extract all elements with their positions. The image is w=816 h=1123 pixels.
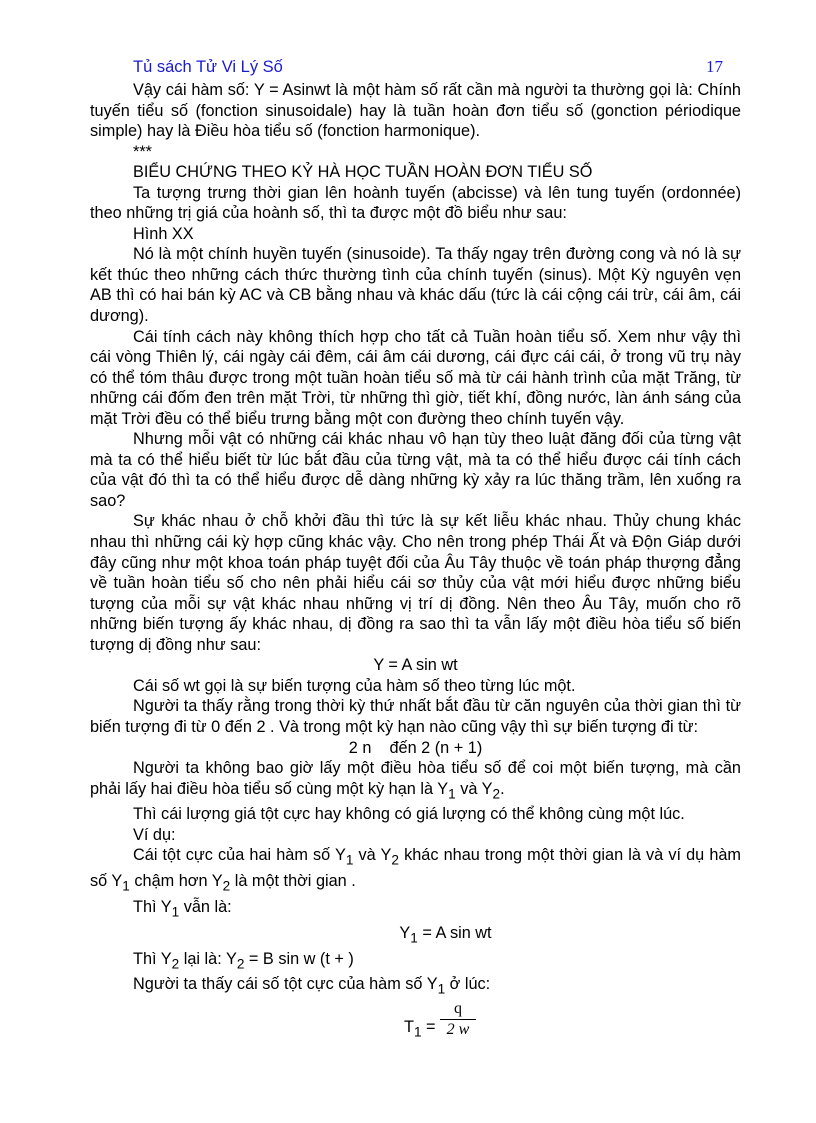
paragraph-10: Thì cái lượng giá tột cực hay không có giá lượng có thể không cùng một lúc. xyxy=(133,805,685,824)
equation-1: Y = A sin wt xyxy=(373,656,458,675)
equation-3: $Y_1 = A$ sin wt xyxy=(399,923,492,946)
paragraph-7: Cái số wt gọi là sự biến tượng của hàm số theo từng lúc một. xyxy=(133,676,576,695)
page-number: 17 xyxy=(706,57,723,76)
fraction-numerator: q xyxy=(440,1000,476,1020)
section-separator: *** xyxy=(133,142,153,161)
paragraph-3: Nó là một chính huyền tuyến (sinusoide). Ta thấy ngay trên đường cong và nó là sự kết thúc theo những cách thức thường tình của chính tuyến (sinus). Một Kỳ nguyên vẹn AB thì có hai bán kỳ AC và CB bằng nhau và khác dấu (tức là cái cộng cái trừ, cái âm, cái dương). xyxy=(90,245,741,326)
paragraph-6: Sự khác nhau ở chỗ khởi đầu thì tức là sự kết liễu khác nhau. Thủy chung khác nhau thì những cái kỳ hợp cũng khác vậy. Cho nên trong phép Thái Ất và Độn Giáp dưới đây cũng như một khoa toán pháp tuyệt đối của Âu Tây thuộc về toán pháp thượng đẳng về tuần hoàn tiểu số cho nên phải hiểu cái sơ thủy của vật mới hiểu được những biểu tượng của mỗi sự vật khác nhau những vị trí dị đồng. Nên theo Âu Tây, muốn cho rõ những biến tượng ấy khác nhau, dị đồng ra sao thì ta vẫn lấy một điều hòa tiểu số biến tượng dị đồng như sau: xyxy=(90,512,741,654)
book-title: Tủ sách Tử Vi Lý Số xyxy=(133,58,283,76)
paragraph-2: Ta tượng trưng thời gian lên hoành tuyến (abcisse) và lên tung tuyến (ordonnée) theo những trị giá của hoành số, thì ta được một đồ biểu như sau: xyxy=(90,183,741,223)
equation-2: 2 n đến 2 (n + 1) xyxy=(348,738,483,757)
paragraph-14: Thì $Y_2$ lại là: $Y_2 = B$ sin w (t + ) xyxy=(133,949,354,971)
paragraph-1: Vậy cái hàm số: Y = Asinwt là một hàm số rất cần mà người ta thường gọi là: Chính tuyến tiểu số (fonction sinusoidale) hay là tuần hoàn đơn tiểu số (gonction périodique simple) hay là Điều hòa tiểu số (fonction harmonique). xyxy=(90,81,741,141)
equation-4 xyxy=(90,1000,741,1044)
fraction-denominator: 2 w xyxy=(446,1021,470,1039)
page-body xyxy=(90,80,741,1044)
paragraph-4: Cái tính cách này không thích hợp cho tất cả Tuần hoàn tiểu số. Xem như vậy thì cái vòng Thiên lý, cái ngày cái đêm, cái âm cái dương, cái đực cái cái, ở trong vũ trụ này có thể tóm thâu được trong một tuần hoàn tiểu số mà từ cái hành trình của mặt Trăng, từ những cái đốm đen trên mặt Trời, từ những thì giờ, tiết khí, đồng nước, làn ánh sáng của mặt Trời đều có thể biểu trưng bằng một con đường theo chính tuyến vậy. xyxy=(90,327,741,428)
figure-caption: Hình XX xyxy=(133,224,194,243)
paragraph-12: Cái tột cực của hai hàm số $Y_1$ và $Y_2$ khác nhau trong một thời gian là và ví dụ hàm số $Y_1$ chậm hơn $Y_2$ là một thời gian . xyxy=(90,846,741,894)
paragraph-11: Ví dụ: xyxy=(133,825,176,844)
equation-4-lhs: $T_1$ = xyxy=(404,1018,436,1040)
section-heading: BIỂU CHỨNG THEO KỶ HÀ HỌC TUẦN HOÀN ĐƠN TIỂU SỐ xyxy=(133,163,593,182)
paragraph-5: Nhưng mỗi vật có những cái khác nhau vô hạn tùy theo luật đăng đối của từng vật mà ta có thể hiểu biết từ lúc bắt đầu của từng vật, mà ta có thể hiểu được cái tính cách của vật đó thì ta có thể hiểu được dễ dàng những kỳ xảy ra lúc thăng trầm, lên xuống ra sao? xyxy=(90,430,741,510)
paragraph-8: Người ta thấy rằng trong thời kỳ thứ nhất bắt đầu từ căn nguyên của thời gian thì từ biến tượng đi từ 0 đến 2 . Và trong một kỳ hạn nào cũng vậy thì sự biến tượng đi từ: xyxy=(90,697,741,736)
fraction xyxy=(440,1000,476,1040)
paragraph-9: Người ta không bao giờ lấy một điều hòa tiểu số để coi một biến tượng, mà cần phải lấy hai điều hòa tiểu số cùng một kỳ hạn là $Y_1$ và $Y_2$. xyxy=(90,759,741,801)
paragraph-15: Người ta thấy cái số tột cực của hàm số $Y_1$ ở lúc: xyxy=(133,975,491,997)
paragraph-13: Thì $Y_1$ vẫn là: xyxy=(133,898,232,920)
